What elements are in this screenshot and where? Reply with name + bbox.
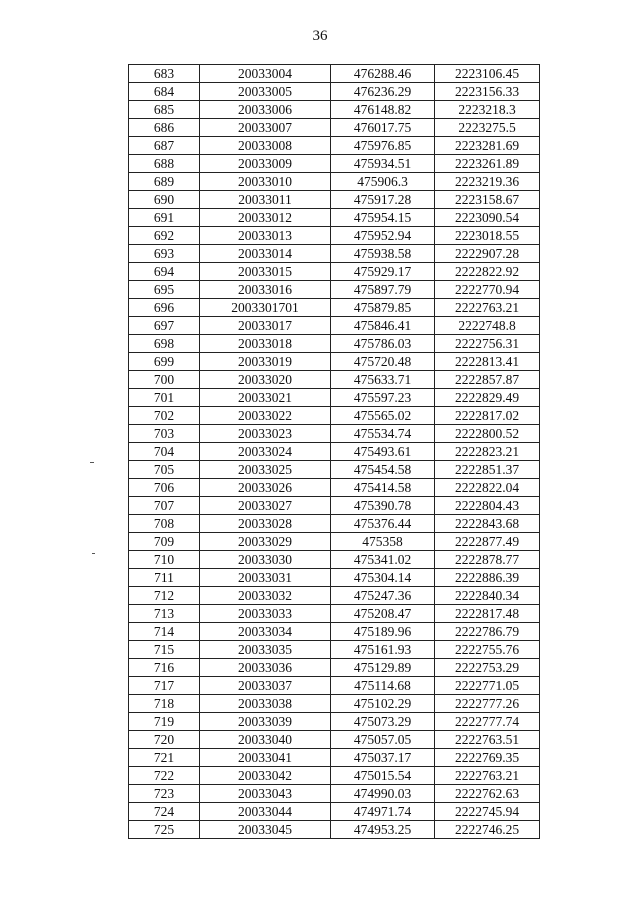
- point-number-cell: 692: [129, 227, 200, 245]
- point-code-cell: 20033041: [200, 749, 331, 767]
- y-coordinate-cell: 2222817.02: [435, 407, 540, 425]
- y-coordinate-cell: 2222756.31: [435, 335, 540, 353]
- point-number-cell: 715: [129, 641, 200, 659]
- y-coordinate-cell: 2222777.74: [435, 713, 540, 731]
- point-number-cell: 706: [129, 479, 200, 497]
- x-coordinate-cell: 475341.02: [331, 551, 435, 569]
- y-coordinate-cell: 2222817.48: [435, 605, 540, 623]
- x-coordinate-cell: 475102.29: [331, 695, 435, 713]
- y-coordinate-cell: 2222763.51: [435, 731, 540, 749]
- table-row: [129, 245, 540, 263]
- y-coordinate-cell: 2222745.94: [435, 803, 540, 821]
- point-number-cell: 725: [129, 821, 200, 839]
- point-code-cell: 20033016: [200, 281, 331, 299]
- point-number-cell: 703: [129, 425, 200, 443]
- x-coordinate-cell: 475976.85: [331, 137, 435, 155]
- x-coordinate-cell: 475597.23: [331, 389, 435, 407]
- point-number-cell: 720: [129, 731, 200, 749]
- x-coordinate-cell: 474953.25: [331, 821, 435, 839]
- table-row: [129, 623, 540, 641]
- point-number-cell: 696: [129, 299, 200, 317]
- point-code-cell: 20033018: [200, 335, 331, 353]
- x-coordinate-cell: 474971.74: [331, 803, 435, 821]
- y-coordinate-cell: 2222823.21: [435, 443, 540, 461]
- table-row: [129, 713, 540, 731]
- table-row: [129, 299, 540, 317]
- point-code-cell: 20033017: [200, 317, 331, 335]
- x-coordinate-cell: 475073.29: [331, 713, 435, 731]
- table-row: [129, 101, 540, 119]
- table-row: [129, 821, 540, 839]
- point-code-cell: 20033008: [200, 137, 331, 155]
- point-number-cell: 709: [129, 533, 200, 551]
- y-coordinate-cell: 2223261.89: [435, 155, 540, 173]
- y-coordinate-cell: 2222843.68: [435, 515, 540, 533]
- table-row: [129, 569, 540, 587]
- y-coordinate-cell: 2223018.55: [435, 227, 540, 245]
- table-row: [129, 173, 540, 191]
- y-coordinate-cell: 2223219.36: [435, 173, 540, 191]
- point-number-cell: 713: [129, 605, 200, 623]
- point-code-cell: 20033009: [200, 155, 331, 173]
- y-coordinate-cell: 2222851.37: [435, 461, 540, 479]
- y-coordinate-cell: 2222857.87: [435, 371, 540, 389]
- y-coordinate-cell: 2222813.41: [435, 353, 540, 371]
- point-code-cell: 20033037: [200, 677, 331, 695]
- table-row: [129, 587, 540, 605]
- x-coordinate-cell: 475493.61: [331, 443, 435, 461]
- table-row: [129, 407, 540, 425]
- point-code-cell: 20033038: [200, 695, 331, 713]
- table-row: [129, 443, 540, 461]
- point-code-cell: 20033012: [200, 209, 331, 227]
- point-code-cell: 20033004: [200, 65, 331, 83]
- y-coordinate-cell: 2223218.3: [435, 101, 540, 119]
- y-coordinate-cell: 2223275.5: [435, 119, 540, 137]
- coordinates-table-body: [129, 65, 540, 839]
- point-number-cell: 712: [129, 587, 200, 605]
- table-row: [129, 263, 540, 281]
- point-number-cell: 690: [129, 191, 200, 209]
- x-coordinate-cell: 475161.93: [331, 641, 435, 659]
- table-row: [129, 551, 540, 569]
- point-code-cell: 20033006: [200, 101, 331, 119]
- y-coordinate-cell: 2223281.69: [435, 137, 540, 155]
- x-coordinate-cell: 475846.41: [331, 317, 435, 335]
- y-coordinate-cell: 2222753.29: [435, 659, 540, 677]
- point-number-cell: 717: [129, 677, 200, 695]
- point-number-cell: 716: [129, 659, 200, 677]
- x-coordinate-cell: 475786.03: [331, 335, 435, 353]
- point-number-cell: 684: [129, 83, 200, 101]
- point-number-cell: 698: [129, 335, 200, 353]
- x-coordinate-cell: 476288.46: [331, 65, 435, 83]
- table-row: [129, 695, 540, 713]
- x-coordinate-cell: 475565.02: [331, 407, 435, 425]
- x-coordinate-cell: 475938.58: [331, 245, 435, 263]
- coordinates-table: [128, 64, 540, 839]
- point-code-cell: 20033026: [200, 479, 331, 497]
- y-coordinate-cell: 2222769.35: [435, 749, 540, 767]
- point-number-cell: 699: [129, 353, 200, 371]
- x-coordinate-cell: 476236.29: [331, 83, 435, 101]
- x-coordinate-cell: 475208.47: [331, 605, 435, 623]
- point-code-cell: 20033030: [200, 551, 331, 569]
- y-coordinate-cell: 2222770.94: [435, 281, 540, 299]
- x-coordinate-cell: 475454.58: [331, 461, 435, 479]
- y-coordinate-cell: 2222746.25: [435, 821, 540, 839]
- table-row: [129, 659, 540, 677]
- x-coordinate-cell: 475189.96: [331, 623, 435, 641]
- point-code-cell: 20033042: [200, 767, 331, 785]
- y-coordinate-cell: 2222829.49: [435, 389, 540, 407]
- x-coordinate-cell: 475934.51: [331, 155, 435, 173]
- y-coordinate-cell: 2223158.67: [435, 191, 540, 209]
- scan-mark: [90, 462, 94, 463]
- point-number-cell: 700: [129, 371, 200, 389]
- point-code-cell: 20033022: [200, 407, 331, 425]
- point-number-cell: 693: [129, 245, 200, 263]
- scan-mark: [92, 553, 95, 554]
- x-coordinate-cell: 475414.58: [331, 479, 435, 497]
- page-number: 36: [312, 28, 328, 44]
- y-coordinate-cell: 2222777.26: [435, 695, 540, 713]
- point-code-cell: 20033020: [200, 371, 331, 389]
- table-row: [129, 731, 540, 749]
- table-row: [129, 335, 540, 353]
- y-coordinate-cell: 2223090.54: [435, 209, 540, 227]
- point-number-cell: 687: [129, 137, 200, 155]
- point-code-cell: 20033029: [200, 533, 331, 551]
- x-coordinate-cell: 476017.75: [331, 119, 435, 137]
- y-coordinate-cell: 2222755.76: [435, 641, 540, 659]
- y-coordinate-cell: 2222786.79: [435, 623, 540, 641]
- y-coordinate-cell: 2222800.52: [435, 425, 540, 443]
- point-number-cell: 710: [129, 551, 200, 569]
- x-coordinate-cell: 475879.85: [331, 299, 435, 317]
- x-coordinate-cell: 475057.05: [331, 731, 435, 749]
- table-row: [129, 515, 540, 533]
- x-coordinate-cell: 475954.15: [331, 209, 435, 227]
- point-number-cell: 723: [129, 785, 200, 803]
- point-number-cell: 718: [129, 695, 200, 713]
- table-row: [129, 767, 540, 785]
- point-code-cell: 20033036: [200, 659, 331, 677]
- point-code-cell: 20033034: [200, 623, 331, 641]
- table-row: [129, 371, 540, 389]
- x-coordinate-cell: 475129.89: [331, 659, 435, 677]
- x-coordinate-cell: 475897.79: [331, 281, 435, 299]
- table-row: [129, 155, 540, 173]
- point-number-cell: 694: [129, 263, 200, 281]
- table-row: [129, 389, 540, 407]
- table-row: [129, 605, 540, 623]
- y-coordinate-cell: 2222822.04: [435, 479, 540, 497]
- x-coordinate-cell: 475720.48: [331, 353, 435, 371]
- table-row: [129, 65, 540, 83]
- point-number-cell: 688: [129, 155, 200, 173]
- y-coordinate-cell: 2222804.43: [435, 497, 540, 515]
- table-row: [129, 461, 540, 479]
- point-code-cell: 20033005: [200, 83, 331, 101]
- y-coordinate-cell: 2223156.33: [435, 83, 540, 101]
- x-coordinate-cell: 476148.82: [331, 101, 435, 119]
- point-code-cell: 20033044: [200, 803, 331, 821]
- point-code-cell: 20033043: [200, 785, 331, 803]
- point-number-cell: 724: [129, 803, 200, 821]
- y-coordinate-cell: 2222886.39: [435, 569, 540, 587]
- x-coordinate-cell: 475376.44: [331, 515, 435, 533]
- point-number-cell: 721: [129, 749, 200, 767]
- x-coordinate-cell: 474990.03: [331, 785, 435, 803]
- point-code-cell: 20033032: [200, 587, 331, 605]
- x-coordinate-cell: 475247.36: [331, 587, 435, 605]
- x-coordinate-cell: 475534.74: [331, 425, 435, 443]
- point-number-cell: 708: [129, 515, 200, 533]
- x-coordinate-cell: 475114.68: [331, 677, 435, 695]
- point-code-cell: 20033045: [200, 821, 331, 839]
- point-number-cell: 701: [129, 389, 200, 407]
- table-row: [129, 353, 540, 371]
- point-code-cell: 20033011: [200, 191, 331, 209]
- point-number-cell: 691: [129, 209, 200, 227]
- y-coordinate-cell: 2222840.34: [435, 587, 540, 605]
- point-code-cell: 2003301701: [200, 299, 331, 317]
- y-coordinate-cell: 2223106.45: [435, 65, 540, 83]
- y-coordinate-cell: 2222878.77: [435, 551, 540, 569]
- y-coordinate-cell: 2222748.8: [435, 317, 540, 335]
- point-code-cell: 20033028: [200, 515, 331, 533]
- point-number-cell: 707: [129, 497, 200, 515]
- x-coordinate-cell: 475037.17: [331, 749, 435, 767]
- x-coordinate-cell: 475906.3: [331, 173, 435, 191]
- table-row: [129, 425, 540, 443]
- x-coordinate-cell: 475917.28: [331, 191, 435, 209]
- y-coordinate-cell: 2222763.21: [435, 299, 540, 317]
- table-row: [129, 317, 540, 335]
- x-coordinate-cell: 475015.54: [331, 767, 435, 785]
- point-number-cell: 697: [129, 317, 200, 335]
- point-code-cell: 20033033: [200, 605, 331, 623]
- point-code-cell: 20033015: [200, 263, 331, 281]
- table-row: [129, 479, 540, 497]
- table-row: [129, 227, 540, 245]
- y-coordinate-cell: 2222762.63: [435, 785, 540, 803]
- point-number-cell: 695: [129, 281, 200, 299]
- table-row: [129, 641, 540, 659]
- point-number-cell: 683: [129, 65, 200, 83]
- table-row: [129, 137, 540, 155]
- table-row: [129, 749, 540, 767]
- y-coordinate-cell: 2222877.49: [435, 533, 540, 551]
- point-code-cell: 20033019: [200, 353, 331, 371]
- y-coordinate-cell: 2222763.21: [435, 767, 540, 785]
- point-number-cell: 719: [129, 713, 200, 731]
- y-coordinate-cell: 2222822.92: [435, 263, 540, 281]
- table-row: [129, 191, 540, 209]
- point-code-cell: 20033027: [200, 497, 331, 515]
- point-code-cell: 20033021: [200, 389, 331, 407]
- point-number-cell: 702: [129, 407, 200, 425]
- point-number-cell: 711: [129, 569, 200, 587]
- point-number-cell: 686: [129, 119, 200, 137]
- point-code-cell: 20033025: [200, 461, 331, 479]
- point-code-cell: 20033039: [200, 713, 331, 731]
- point-code-cell: 20033010: [200, 173, 331, 191]
- point-number-cell: 722: [129, 767, 200, 785]
- table-row: [129, 281, 540, 299]
- x-coordinate-cell: 475304.14: [331, 569, 435, 587]
- table-row: [129, 533, 540, 551]
- y-coordinate-cell: 2222771.05: [435, 677, 540, 695]
- point-number-cell: 705: [129, 461, 200, 479]
- point-number-cell: 685: [129, 101, 200, 119]
- point-code-cell: 20033007: [200, 119, 331, 137]
- point-code-cell: 20033014: [200, 245, 331, 263]
- point-code-cell: 20033023: [200, 425, 331, 443]
- point-number-cell: 689: [129, 173, 200, 191]
- table-row: [129, 497, 540, 515]
- y-coordinate-cell: 2222907.28: [435, 245, 540, 263]
- x-coordinate-cell: 475358: [331, 533, 435, 551]
- table-row: [129, 785, 540, 803]
- table-row: [129, 677, 540, 695]
- point-number-cell: 714: [129, 623, 200, 641]
- point-code-cell: 20033035: [200, 641, 331, 659]
- table-row: [129, 119, 540, 137]
- point-number-cell: 704: [129, 443, 200, 461]
- point-code-cell: 20033040: [200, 731, 331, 749]
- x-coordinate-cell: 475390.78: [331, 497, 435, 515]
- point-code-cell: 20033013: [200, 227, 331, 245]
- table-row: [129, 83, 540, 101]
- point-code-cell: 20033024: [200, 443, 331, 461]
- table-row: [129, 803, 540, 821]
- x-coordinate-cell: 475929.17: [331, 263, 435, 281]
- point-code-cell: 20033031: [200, 569, 331, 587]
- x-coordinate-cell: 475952.94: [331, 227, 435, 245]
- x-coordinate-cell: 475633.71: [331, 371, 435, 389]
- table-row: [129, 209, 540, 227]
